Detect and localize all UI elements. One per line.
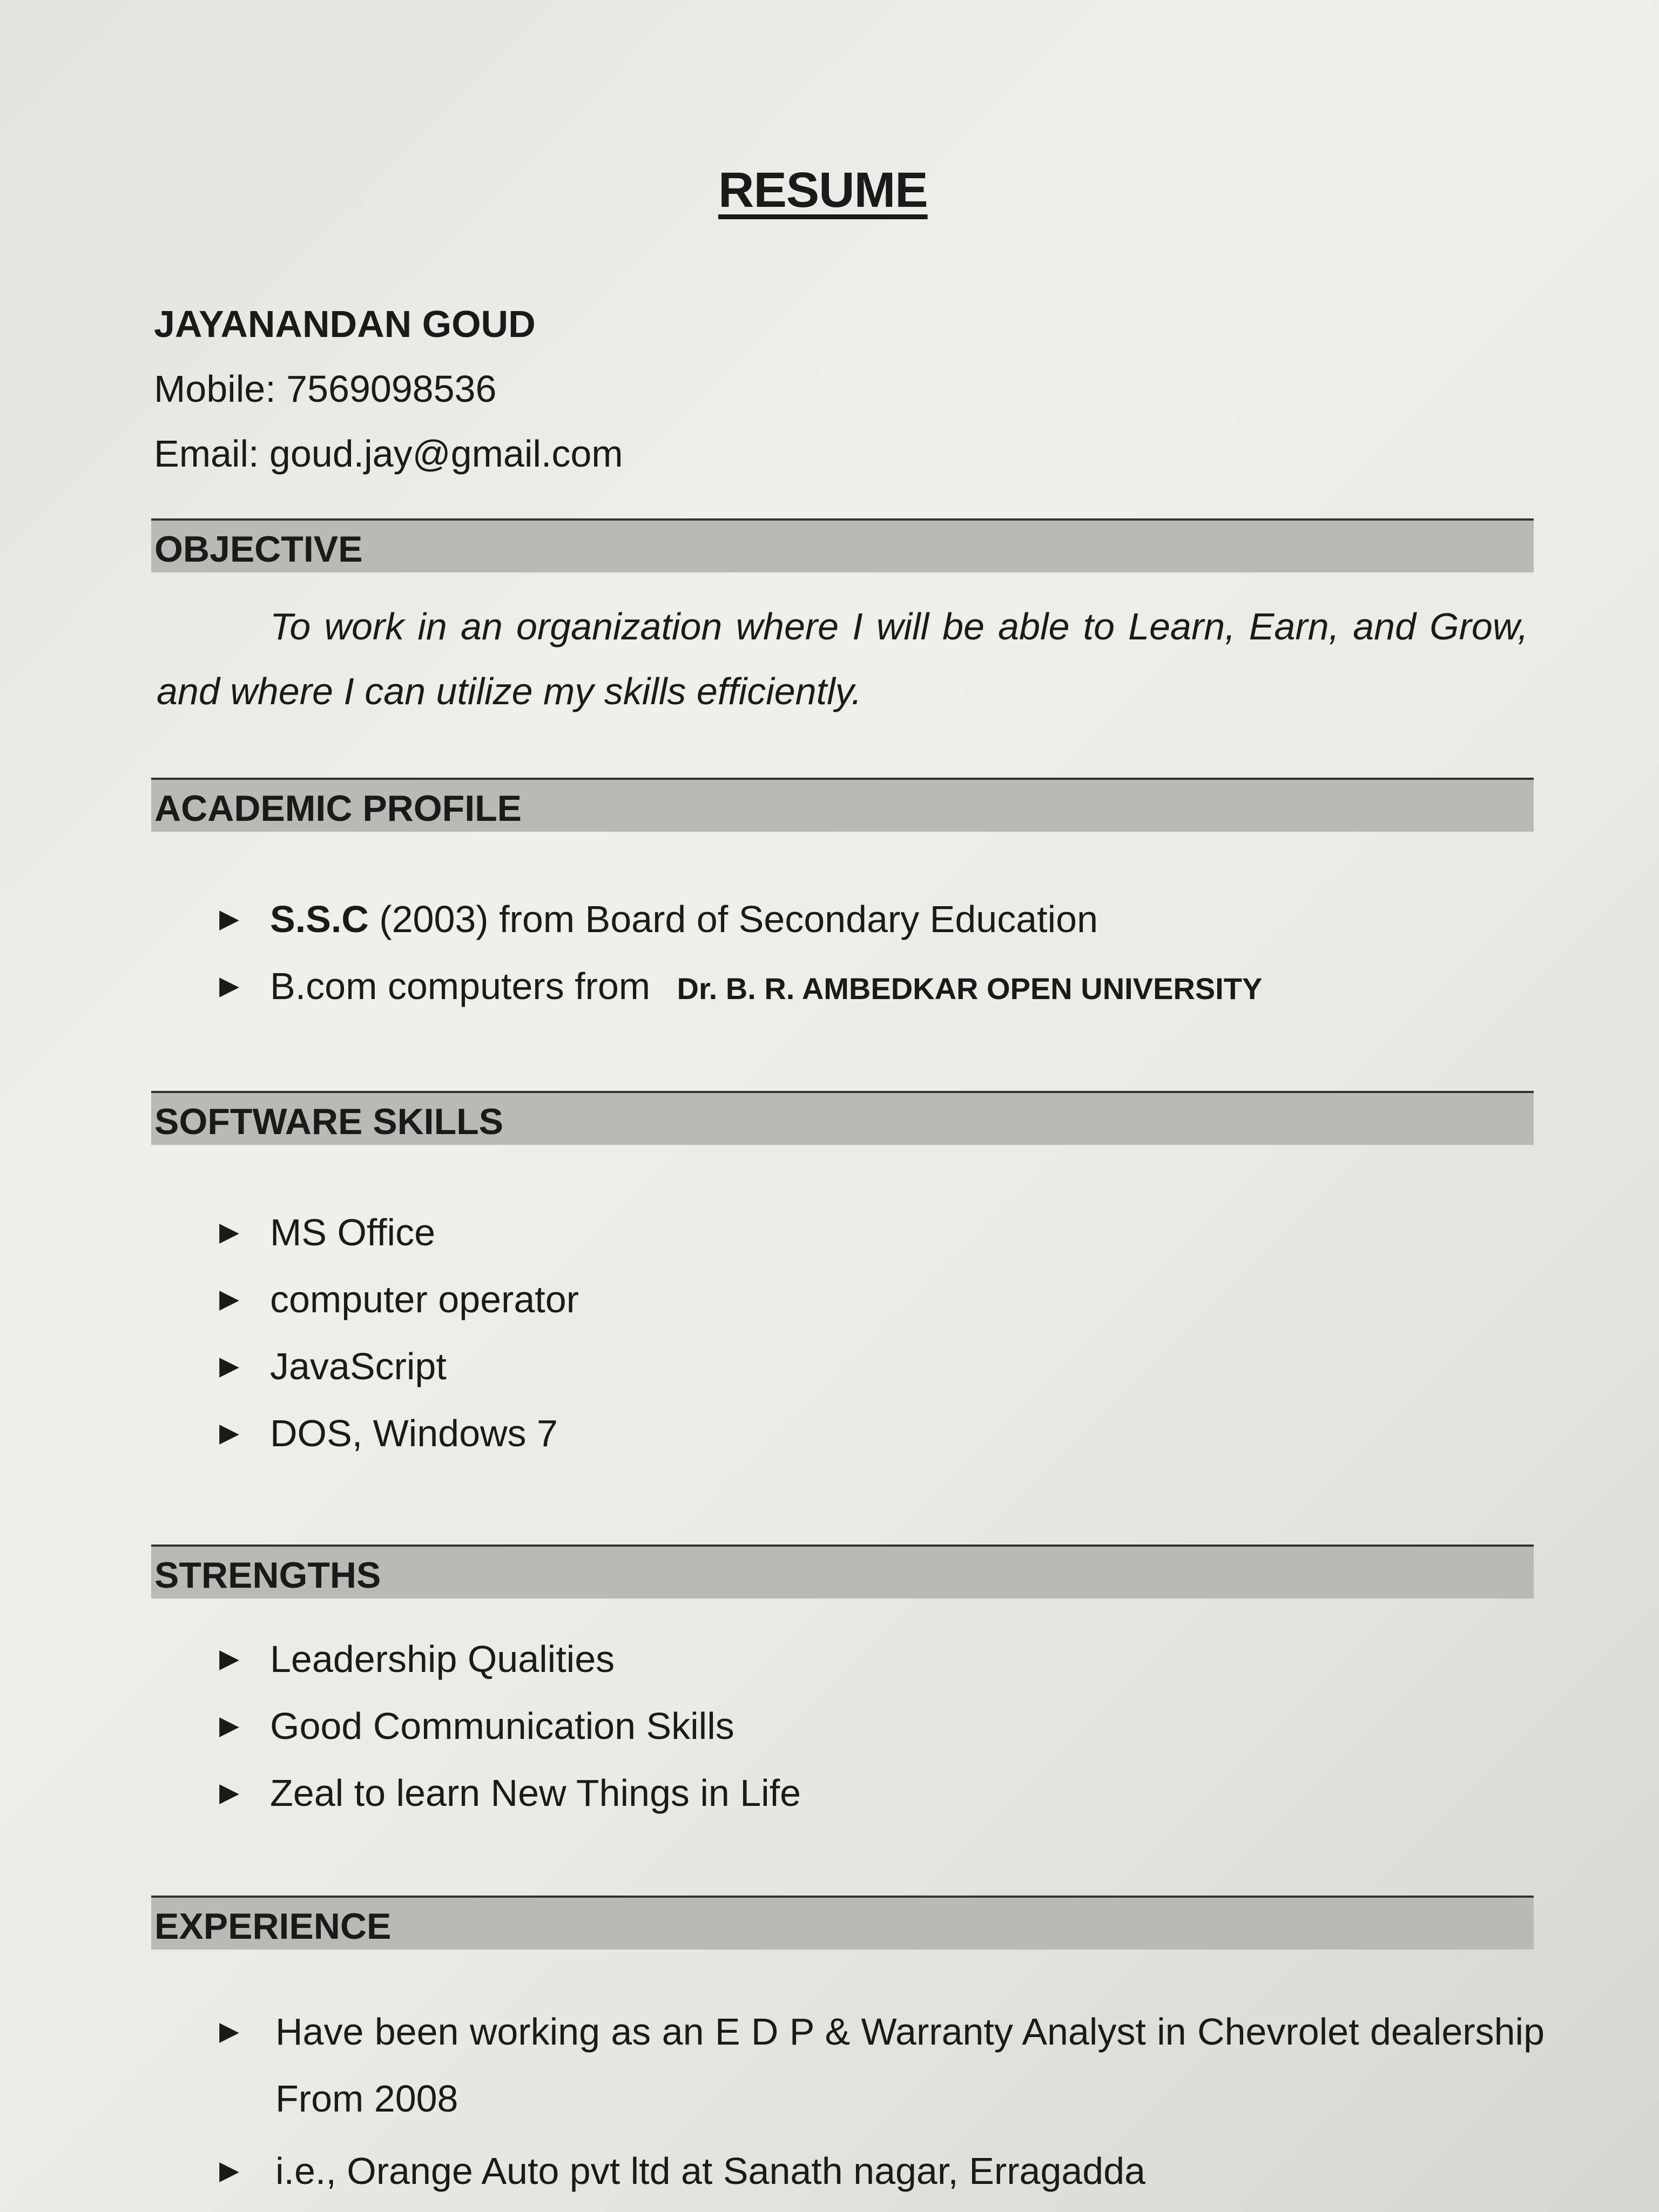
strength-text: Zeal to learn New Things in Life <box>270 1772 801 1814</box>
list-item <box>216 1266 579 1333</box>
degree-text: B.com computers from <box>270 965 651 1007</box>
list-item <box>216 886 1262 953</box>
list-item <box>216 2137 1545 2204</box>
strength-text: Leadership Qualities <box>270 1638 615 1680</box>
bullet-arrow-icon: ▶ <box>219 1778 239 1807</box>
experience-text: i.e., Orange Auto pvt ltd at Sanath nagar, Erragadda <box>275 2150 1146 2192</box>
bullet-arrow-icon: ▶ <box>219 2156 239 2185</box>
objective-heading: OBJECTIVE <box>154 529 363 570</box>
bullet-arrow-icon: ▶ <box>219 1285 239 1313</box>
list-item <box>216 1998 1545 2132</box>
resume-title: RESUME <box>718 163 928 218</box>
list-item <box>216 1692 801 1759</box>
university-name: Dr. B. R. AMBEDKAR OPEN UNIVERSITY <box>677 972 1263 1006</box>
list-item <box>216 953 1262 1022</box>
experience-heading: EXPERIENCE <box>154 1906 392 1947</box>
bullet-arrow-icon: ▶ <box>219 1352 239 1380</box>
software-section-bar <box>151 1091 1534 1145</box>
experience-list <box>216 1998 1545 2210</box>
software-list <box>216 1199 579 1467</box>
experience-text: Have been working as an E D P & Warranty Analyst in Chevrolet dealership From 2008 <box>275 2011 1545 2120</box>
objective-section-bar <box>151 518 1534 572</box>
bullet-arrow-icon: ▶ <box>219 1419 239 1447</box>
skill-text: computer operator <box>270 1278 579 1320</box>
list-item <box>216 1333 579 1400</box>
bullet-arrow-icon: ▶ <box>219 905 239 933</box>
bullet-arrow-icon: ▶ <box>219 1711 239 1740</box>
bullet-arrow-icon: ▶ <box>219 972 239 1000</box>
strengths-section-bar <box>151 1545 1534 1599</box>
list-item <box>216 1626 801 1692</box>
mobile-number: Mobile: 7569098536 <box>154 368 497 410</box>
skill-text: DOS, Windows 7 <box>270 1412 558 1454</box>
bullet-arrow-icon: ▶ <box>219 1218 239 1246</box>
software-heading: SOFTWARE SKILLS <box>154 1101 503 1142</box>
ssc-label: S.S.C <box>270 898 369 940</box>
list-item <box>216 1199 579 1266</box>
list-item <box>216 1759 801 1826</box>
bullet-arrow-icon: ▶ <box>219 1644 239 1673</box>
candidate-name: JAYANANDAN GOUD <box>154 303 536 345</box>
list-item <box>216 1400 579 1467</box>
email-address: Email: goud.jay@gmail.com <box>154 433 623 475</box>
skill-text: JavaScript <box>270 1345 447 1387</box>
academic-list <box>216 886 1262 1022</box>
bullet-arrow-icon: ▶ <box>219 2017 239 2046</box>
strength-text: Good Communication Skills <box>270 1705 734 1747</box>
experience-section-bar <box>151 1896 1534 1950</box>
ssc-detail: (2003) from Board of Secondary Education <box>368 898 1098 940</box>
strengths-heading: STRENGTHS <box>154 1555 381 1596</box>
academic-heading: ACADEMIC PROFILE <box>154 788 522 829</box>
academic-section-bar <box>151 778 1534 832</box>
objective-text: To work in an organization where I will be able to Learn, Earn, and Grow, and where I can utilize my skills efficiently. <box>157 605 1528 712</box>
strengths-list <box>216 1626 801 1826</box>
skill-text: MS Office <box>270 1211 436 1253</box>
